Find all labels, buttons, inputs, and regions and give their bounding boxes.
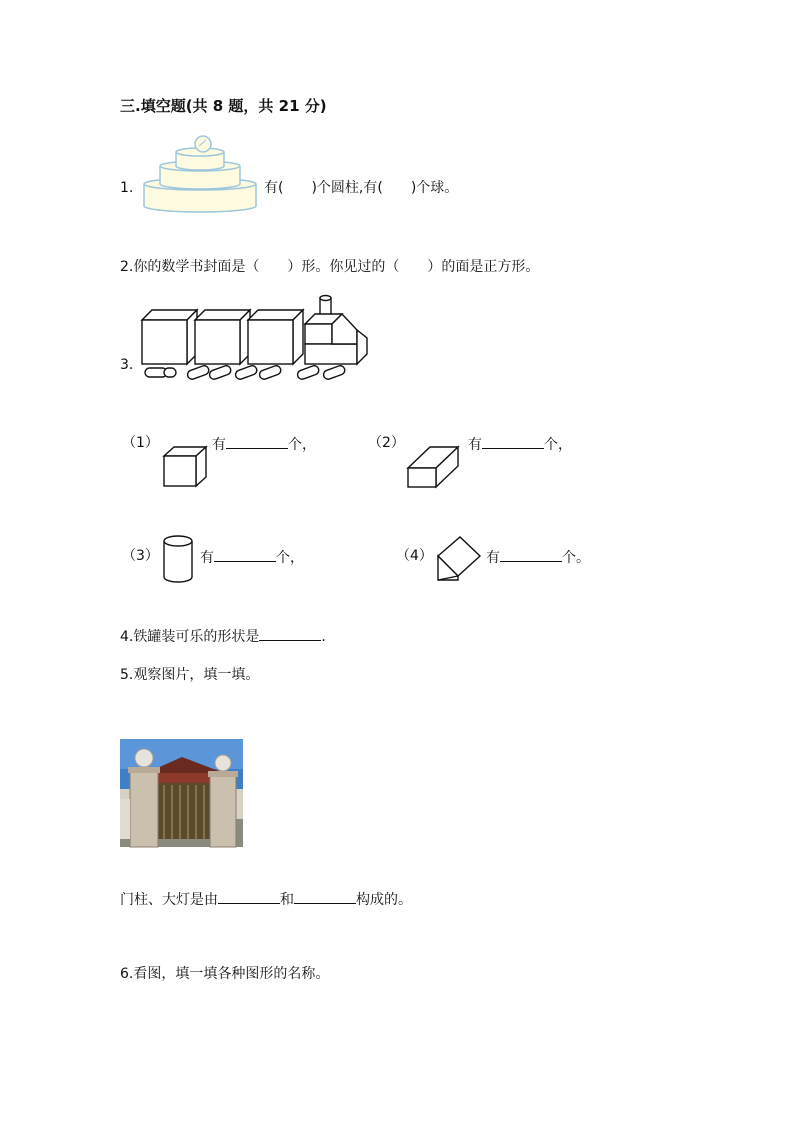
q3-number: 3. [120,357,134,373]
q3-item-3-blank[interactable] [214,547,276,562]
q3-item-1-post: 个， [288,437,316,453]
q4-text [120,626,326,646]
q3-item-1-text [212,434,316,454]
q3-item-2-label: （2） [368,435,405,451]
section-title: 三.填空题(共 8 题，共 21 分) [120,97,327,115]
q4-question: 4.铁罐装可乐的形状是 [120,629,260,645]
q5-blank-2[interactable] [294,889,356,904]
q3-item-4-blank[interactable] [500,547,562,562]
cylinder-shape-icon [160,533,196,585]
q6-text: 6.看图，填一填各种图形的名称。 [120,966,330,982]
q5-sentence [120,889,412,909]
q3-item-3-pre: 有 [200,550,214,566]
q3-item-3-text [200,547,304,567]
q3-item-1-label: （1） [122,435,159,451]
q3-item-2-blank[interactable] [482,434,544,449]
q1-text: 有( )个圆柱,有( )个球。 [264,180,459,196]
q4-blank[interactable] [259,626,321,641]
q5-blank-1[interactable] [218,889,280,904]
cube-shape-icon [160,444,208,490]
q4-end: . [321,629,326,645]
q3-item-3-post: 个， [276,550,304,566]
q5-sentence-a: 门柱、大灯是由 [120,892,218,908]
q3-item-1-pre: 有 [212,437,226,453]
cuboid-shape-icon [404,444,462,490]
gate-photo [120,739,243,847]
q2-text: 2.你的数学书封面是（ ）形。你见过的（ ）的面是正方形。 [120,259,540,275]
q3-item-4-pre: 有 [486,550,500,566]
q3-item-2-post: 个， [544,437,572,453]
q3-item-2-text [468,434,572,454]
q1-number: 1. [120,180,134,196]
triangular-prism-shape-icon [434,534,486,584]
q3-item-4-post: 个。 [562,550,590,566]
q3-item-4-label: （4） [396,548,433,564]
train-blocks-illustration [137,292,373,388]
cake-cylinders-illustration [142,134,258,214]
q3-item-3-label: （3） [122,548,159,564]
q5-sentence-b: 和 [280,892,294,908]
q3-item-4-text [486,547,590,567]
q3-item-2-pre: 有 [468,437,482,453]
q5-text: 5.观察图片，填一填。 [120,667,260,683]
q3-item-1-blank[interactable] [226,434,288,449]
q5-sentence-c: 构成的。 [356,892,412,908]
